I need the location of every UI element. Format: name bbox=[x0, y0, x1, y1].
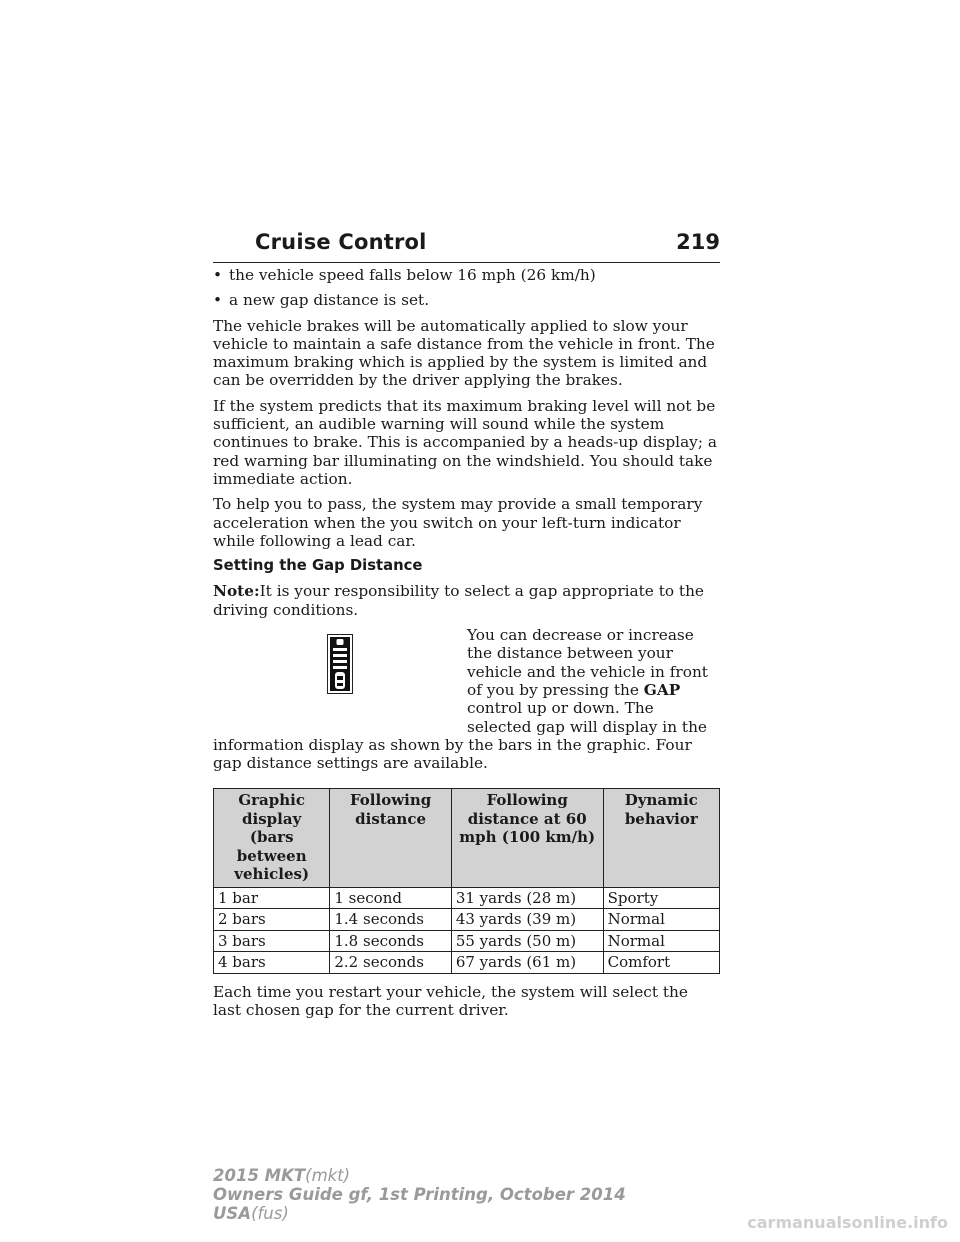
bullet-text: the vehicle speed falls below 16 mph (26 km/h) bbox=[229, 266, 596, 284]
page-title: Cruise Control bbox=[255, 230, 427, 254]
table-cell: Comfort bbox=[603, 952, 719, 974]
page-header bbox=[213, 228, 720, 263]
table-cell: 31 yards (28 m) bbox=[451, 887, 603, 909]
section-heading: Setting the Gap Distance bbox=[213, 557, 423, 575]
table-cell: 55 yards (50 m) bbox=[451, 930, 603, 952]
footer-line bbox=[213, 1166, 626, 1185]
gap-explanation bbox=[213, 626, 720, 779]
document-footer bbox=[213, 1166, 626, 1223]
page-number: 219 bbox=[676, 230, 720, 254]
table-cell: Sporty bbox=[603, 887, 719, 909]
gap-text-after: control up or down. The selected gap will display in the information display as shown by the bars in the graphic. Four gap distance settings are available. bbox=[213, 699, 707, 773]
table-cell: Normal bbox=[603, 930, 719, 952]
watermark: carmanualsonline.info bbox=[747, 1213, 948, 1232]
table-cell: 2.2 seconds bbox=[330, 952, 451, 974]
bullet-text: a new gap distance is set. bbox=[229, 291, 430, 310]
table-row bbox=[214, 909, 720, 931]
column-header: Following distance at 60 mph (100 km/h) bbox=[451, 789, 603, 888]
table-row bbox=[214, 952, 720, 974]
footer-line bbox=[213, 1204, 626, 1223]
gap-settings-table bbox=[213, 788, 720, 974]
gap-control-label: GAP bbox=[643, 680, 681, 699]
list-item bbox=[213, 291, 720, 309]
footer-region: USA bbox=[213, 1204, 252, 1223]
table-row bbox=[214, 930, 720, 952]
footer-region-code: (fus) bbox=[251, 1204, 289, 1223]
footer-model-code: (mkt) bbox=[305, 1166, 351, 1185]
table-cell: 1.4 seconds bbox=[330, 909, 451, 931]
list-item bbox=[213, 266, 720, 284]
paragraph: To help you to pass, the system may provide a small temporary acceleration when the you switch on your left-turn indicator while following a lead car. bbox=[213, 495, 703, 550]
bullet-icon: • bbox=[213, 266, 223, 284]
note-text: It is your responsibility to select a gap appropriate to the driving conditions. bbox=[213, 582, 704, 619]
main-content bbox=[213, 266, 720, 1027]
footer-model: 2015 MKT bbox=[213, 1166, 306, 1185]
table-cell: Normal bbox=[603, 909, 719, 931]
paragraph: The vehicle brakes will be automatically applied to slow your vehicle to maintain a safe distance from the vehicle in front. The maximum braking which is applied by the system is limited and can be overridden by the driver applying the brakes. bbox=[213, 316, 715, 390]
table-header-row bbox=[214, 789, 720, 888]
note-label: Note: bbox=[213, 582, 260, 601]
table-cell: 3 bars bbox=[214, 930, 330, 952]
table-cell: 1 second bbox=[330, 887, 451, 909]
table-cell: 67 yards (61 m) bbox=[451, 952, 603, 974]
column-header: Following distance bbox=[330, 789, 451, 888]
gap-graphic bbox=[213, 626, 467, 718]
table-cell: 1.8 seconds bbox=[330, 930, 451, 952]
bullet-icon: • bbox=[213, 291, 223, 310]
table-cell: 1 bar bbox=[214, 887, 330, 909]
column-header: Dynamic behavior bbox=[603, 789, 719, 888]
note bbox=[213, 582, 720, 619]
gap-text-before: You can decrease or increase the distance between your vehicle and the vehicle in front of you by pressing the bbox=[467, 626, 708, 699]
footer-line bbox=[213, 1185, 626, 1204]
table-cell: 4 bars bbox=[214, 952, 330, 974]
table-row bbox=[214, 887, 720, 909]
gap-distance-icon bbox=[327, 634, 353, 694]
closing-paragraph: Each time you restart your vehicle, the system will select the last chosen gap for the current driver. bbox=[213, 982, 688, 1020]
table-cell: 2 bars bbox=[214, 909, 330, 931]
footer-guide: Owners Guide gf, 1st Printing, October 2014 bbox=[213, 1185, 626, 1204]
paragraph: If the system predicts that its maximum braking level will not be sufficient, an audible warning will sound while the system continues to brake. This is accompanied by a heads-up display; a red warning bar illuminating on the windshield. You should take immediate action. bbox=[213, 396, 717, 488]
table-cell: 43 yards (39 m) bbox=[451, 909, 603, 931]
column-header: Graphic display (bars between vehicles) bbox=[214, 789, 330, 888]
